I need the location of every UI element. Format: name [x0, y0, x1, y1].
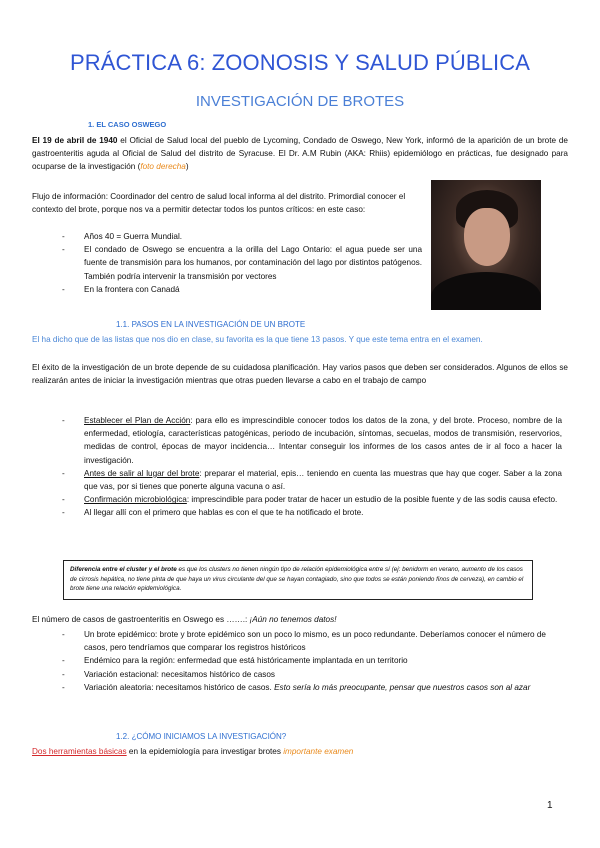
planning-paragraph: El éxito de la investigación de un brote depende de su cuidadosa planificación. Hay varios pasos que deben ser considerados. Algunos de ellos se realizarán antes de iniciar la investigación mientras que otras pueden llevarse a cabo en el trabajo de campo	[32, 363, 568, 386]
cluster-vs-brote-box	[63, 560, 533, 600]
section-heading-caso-oswego: 1. EL CASO OSWEGO	[88, 120, 167, 129]
item-text: Un brote epidémico: brote y brote epidémico son un poco lo mismo, es un poco redundante. Deberíamos conocer el número de casos, pero tendríamos que comparar los registros históricos	[84, 630, 546, 653]
box-bold: Diferencia entre el cluster y el brote	[70, 566, 177, 573]
list-item	[62, 506, 562, 519]
cases-list	[62, 628, 562, 694]
list-item: - El condado de Oswego se encuentra a la orilla del Lago Ontario: el agua puede ser una fuente de transmisión para los humanos, por contaminación del lago por distintos patógenos. También podría intervenir la transmisión por vectores	[62, 243, 422, 283]
cases-lead	[32, 613, 572, 626]
list-item	[62, 467, 562, 493]
item-italic: Esto sería lo más preocupante, pensar que nuestros casos son al azar	[274, 682, 531, 692]
cases-lead-text: El número de casos de gastroenteritis en Oswego es …….:	[32, 615, 250, 624]
list-item: - En la frontera con Canadá	[62, 283, 422, 296]
intro-paragraph	[32, 134, 568, 174]
photo-shoulders	[431, 272, 541, 310]
step-text: : para ello es imprescindible conocer todos los datos de la zona, y del brote. Proceso, nombre de la enfermedad, etiología, características patogénicas, periodo de incubación, síntomas, secuelas, modos de transmisión, reservorios, medidas de control, épocas de mayor incidencia… Intentar conseguir los informes de los casos antes de ir al foco a hacer la investigación.	[84, 416, 562, 465]
tools-label: Dos herramientas básicas	[32, 747, 127, 756]
page-number: 1	[547, 800, 553, 811]
section-heading-pasos: 1.1. PASOS EN LA INVESTIGACIÓN DE UN BROTE	[116, 320, 306, 329]
section-heading-iniciamos: 1.2. ¿CÓMO INICIAMOS LA INVESTIGACIÓN?	[116, 732, 287, 741]
photo-note: foto derecha	[140, 162, 186, 172]
tools-paragraph	[32, 745, 572, 758]
exam-note: El ha dicho que de las listas que nos dio en clase, su favorita es la que tiene 13 pasos. Y que este tema entra en el examen.	[32, 335, 483, 344]
cases-lead-italic: ¡Aún no tenemos datos!	[249, 615, 337, 624]
step-title: Confirmación microbiológica	[84, 495, 187, 505]
item-text: Variación aleatoria: necesitamos histórico de casos.	[84, 682, 275, 692]
step-text: : imprescindible para poder tratar de hacer un estudio de la posible fuente y de las sodis causa efecto.	[186, 495, 558, 505]
step-title: Antes de salir al lugar del brote	[84, 468, 200, 478]
list-item: - Años 40 = Guerra Mundial.	[62, 230, 422, 243]
list-item	[62, 414, 562, 467]
tools-text: en la epidemiología para investigar brotes	[126, 747, 284, 756]
item-text: Variación estacional: necesitamos histórico de casos	[84, 669, 275, 679]
step-text: : preparar el material, epis… teniendo en cuenta las muestras que hay que coger. Saber a la zona que vas, por si tienes que ponerte alguna vacuna o así.	[84, 468, 562, 492]
document-title: PRÁCTICA 6: ZOONOSIS Y SALUD PÚBLICA	[69, 50, 531, 75]
steps-list	[62, 414, 562, 520]
list-item	[62, 654, 562, 667]
step-title: Establecer el Plan de Acción	[84, 416, 191, 425]
document-subtitle: INVESTIGACIÓN DE BROTES	[195, 93, 405, 110]
rubin-photo	[431, 180, 541, 310]
intro-close: )	[185, 162, 189, 172]
intro-date: El 19 de abril de 1940	[32, 136, 118, 145]
item-text: Endémico para la región: enfermedad que está históricamente implantada en un territorio	[84, 656, 408, 666]
list-item	[62, 628, 562, 654]
list-item	[62, 668, 562, 681]
context-list	[62, 230, 422, 296]
step-text: Al llegar allí con el primero que hablas es con el que te ha notificado el brote.	[84, 508, 364, 518]
list-item	[62, 681, 562, 694]
flow-paragraph: Flujo de información: Coordinador del centro de salud local informa al del distrito. Primordial conocer el contexto del brote, porque nos va a permitir detectar todos los puntos críticos: en este caso:	[32, 192, 406, 215]
photo-face	[464, 208, 510, 266]
box-text: es que los clusters no tienen ningún tipo de relación epidemiológica entre sí (ej: benidorm en verano, aumento de los casos de cirrosis hepática, no tiene pinta de que haya un virus circulante del que se hayan contagiado, sino que todos se están poniendo finos de cerveza), en cambio el brote tiene una relación epidemiológica.	[70, 566, 524, 593]
list-item	[62, 493, 562, 506]
exam-important-note: importante examen	[283, 747, 354, 756]
intro-text: el Oficial de Salud local del pueblo de Lycoming, Condado de Oswego, New York, informó de la aparición de un brote de gastroenteritis aguda al Oficial de Salud del distrito de Syracuse. El Dr. A.M Rubin (AKA: Rhiis) epidemiólogo en prácticas, fue designado para ocuparse de la investigación (	[32, 136, 568, 172]
